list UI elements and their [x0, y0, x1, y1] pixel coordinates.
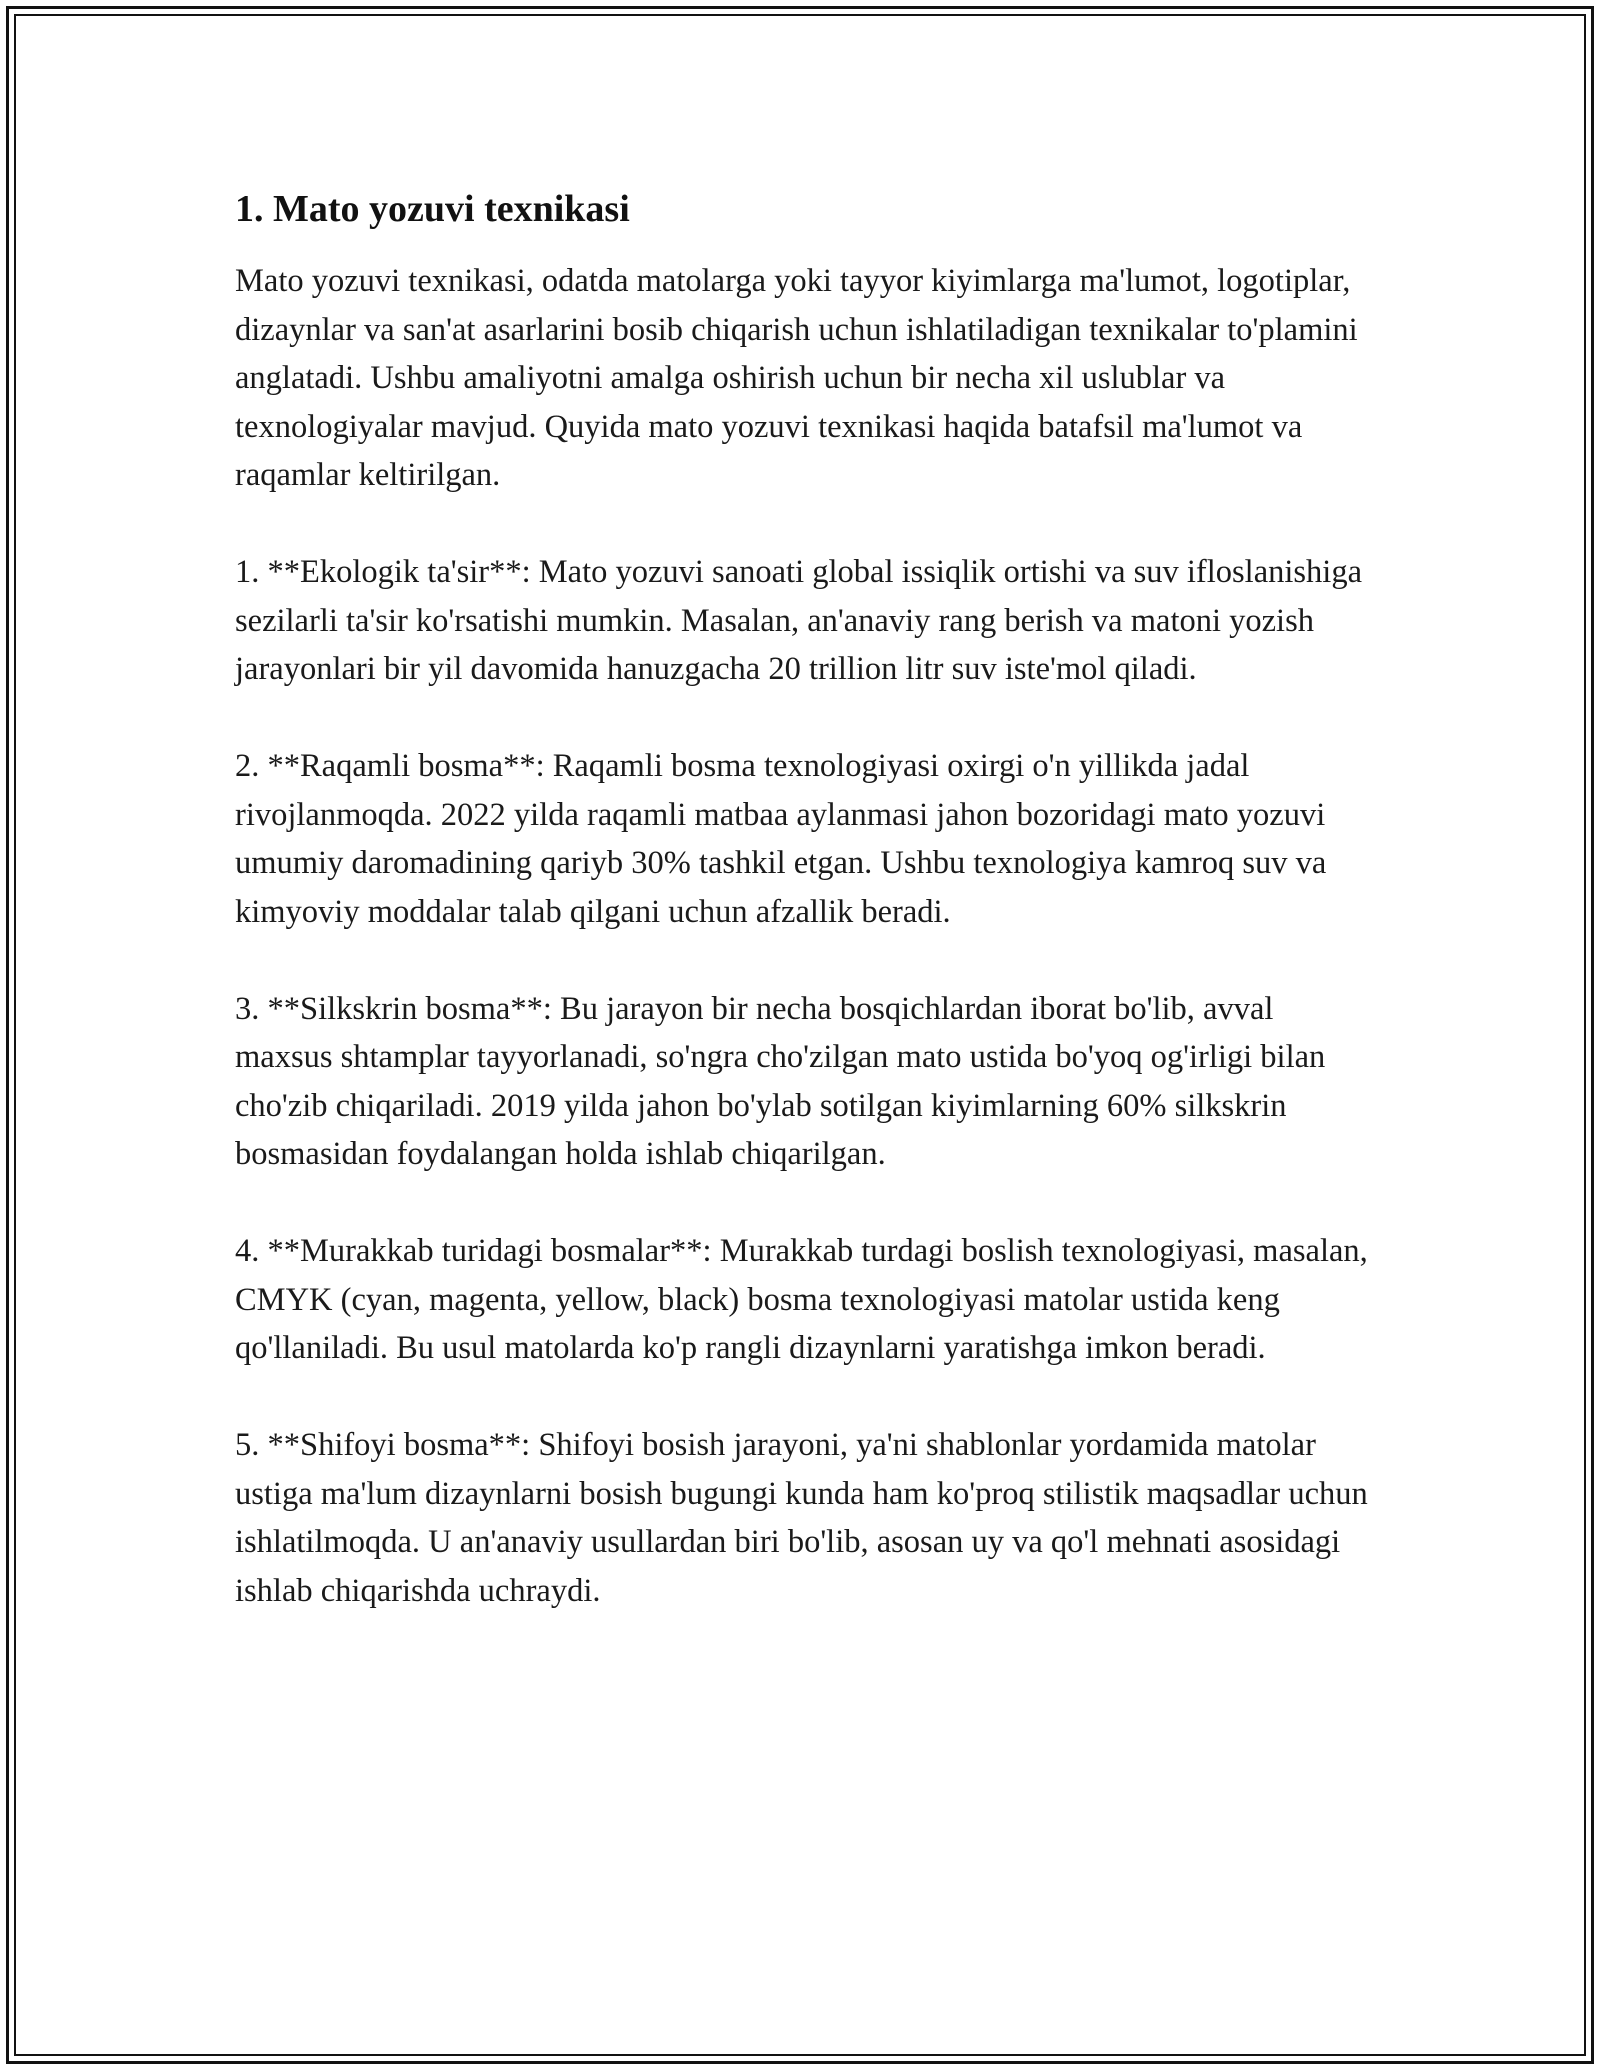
document-title: 1. Mato yozuvi texnikasi: [235, 188, 630, 230]
paragraph-murakkab-bosmalar: 4. **Murakkab turidagi bosmalar**: Murakkab turdagi boslish texnologiyasi, masalan, CMYK (cyan, magenta, yellow, black) bosma texnologiyasi matolar ustida keng qo'llaniladi. Bu usul matolarda ko'p rangli dizaynlarni yaratishga imkon beradi.: [235, 1233, 1368, 1366]
paragraph-silkskrin-bosma: 3. **Silkskrin bosma**: Bu jarayon bir necha bosqichlardan iborat bo'lib, avval maxsus shtamplar tayyorlanadi, so'ngra cho'zilgan mato ustida bo'yoq og'irligi bilan cho'zib chiqariladi. 2019 yilda jahon bo'ylab sotilgan kiyimlarning 60% silkskrin bosmasidan foydalangan holda ishlab chiqarilgan.: [235, 990, 1326, 1172]
paragraph-shifoyi-bosma: 5. **Shifoyi bosma**: Shifoyi bosish jarayoni, ya'ni shablonlar yordamida matolar ustiga ma'lum dizaynlarni bosish bugungi kunda ham ko'proq stilistik maqsadlar uchun ishlatilmoqda. U an'anaviy usullardan biri bo'lib, asosan uy va qo'l mehnati asosidagi ishlab chiqarishda uchraydi.: [235, 1427, 1368, 1609]
intro-paragraph: Mato yozuvi texnikasi, odatda matolarga yoki tayyor kiyimlarga ma'lumot, logotiplar, dizaynlar va san'at asarlarini bosib chiqarish uchun ishlatiladigan texnikalar to'plamini anglatadi. Ushbu amaliyotni amalga oshirish uchun bir necha xil uslublar va texnologiyalar mavjud. Quyida mato yozuvi texnikasi haqida batafsil ma'lumot va raqamlar keltirilgan.: [235, 263, 1358, 493]
paragraph-raqamli-bosma: 2. **Raqamli bosma**: Raqamli bosma texnologiyasi oxirgi o'n yillikda jadal rivojlanmoqda. 2022 yilda raqamli matbaa aylanmasi jahon bozoridagi mato yozuvi umumiy daromadining qariyb 30% tashkil etgan. Ushbu texnologiya kamroq suv va kimyoviy moddalar talab qilgani uchun afzallik beradi.: [235, 748, 1327, 930]
document-body: [235, 185, 1375, 1664]
paragraph-ekologik-tasir: 1. **Ekologik ta'sir**: Mato yozuvi sanoati global issiqlik ortishi va suv ifloslanishiga sezilarli ta'sir ko'rsatishi mumkin. Masalan, an'anaviy rang berish va matoni yozish jarayonlari bir yil davomida hanuzgacha 20 trillion litr suv iste'mol qiladi.: [235, 554, 1363, 687]
